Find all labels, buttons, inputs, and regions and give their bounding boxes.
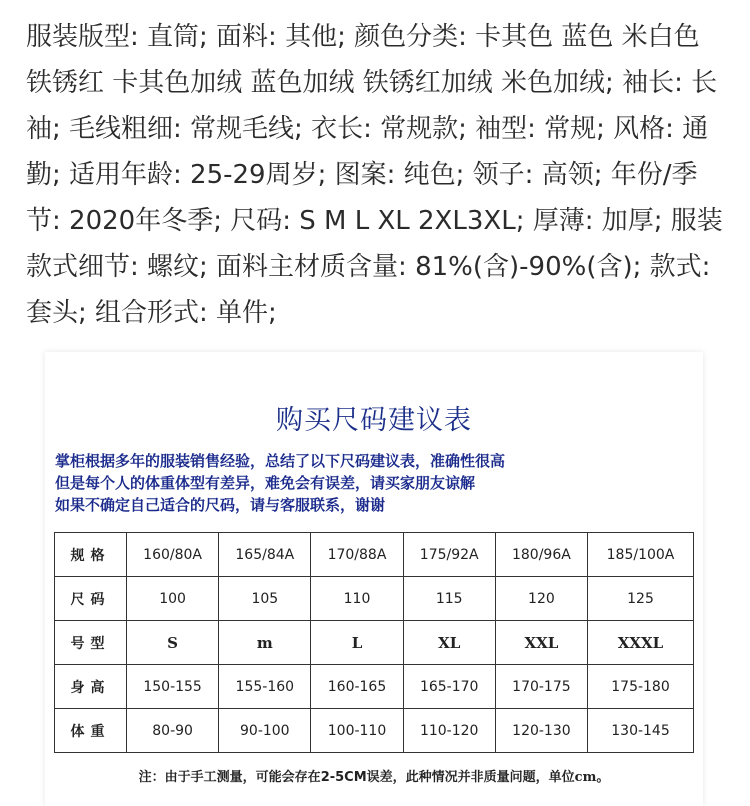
table-cell: 165-170 — [403, 665, 495, 709]
table-cell: 180/96A — [495, 533, 587, 577]
table-row — [55, 533, 694, 577]
measurement-note — [45, 766, 703, 785]
table-cell: 185/100A — [588, 533, 694, 577]
table-cell: XL — [403, 621, 495, 665]
table-cell: 90-100 — [219, 709, 311, 753]
size-chart-image — [45, 352, 703, 806]
table-cell: 130-145 — [588, 709, 694, 753]
table-row — [55, 665, 694, 709]
size-chart-intro — [55, 450, 695, 516]
table-cell: 110 — [311, 577, 403, 621]
table-cell: 170/88A — [311, 533, 403, 577]
table-cell: 100-110 — [311, 709, 403, 753]
table-cell: XXXL — [588, 621, 694, 665]
intro-line: 如果不确定自己适合的尺码，请与客服联系，谢谢 — [55, 496, 386, 514]
table-cell: XXL — [495, 621, 587, 665]
table-cell: 105 — [219, 577, 311, 621]
note-prefix: 注：由于手工测量，可能会存在 — [138, 770, 321, 785]
table-cell: 115 — [403, 577, 495, 621]
product-attributes-text: 服装版型: 直筒; 面料: 其他; 颜色分类: 卡其色 蓝色 米白色 铁锈红 卡其色加绒 蓝色加绒 铁锈红加绒 米色加绒; 袖长: 长袖; 毛线粗细: 常规毛线; 衣长: 常规款; 袖型: 常规; 风格: 通勤; 适用年龄: 25-29周岁; 图案: 纯色; 领子: 高领; 年份/季节: 2020年冬季; 尺码: S M L XL 2XL3XL; 厚薄: 加厚; 服装款式细节: 螺纹; 面料主材质含量: 81%(含)-90%(含); 款式: 套头; 组合形式: 单件; — [26, 22, 723, 328]
table-cell: S — [127, 621, 219, 665]
table-row — [55, 577, 694, 621]
table-cell: 100 — [127, 577, 219, 621]
table-cell: 110-120 — [403, 709, 495, 753]
size-table — [54, 532, 694, 753]
row-header-size: 尺码 — [55, 577, 127, 621]
intro-line: 但是每个人的体重体型有差异，难免会有误差，请买家朋友谅解 — [55, 474, 476, 492]
table-cell: 165/84A — [219, 533, 311, 577]
table-row — [55, 621, 694, 665]
table-cell: 175/92A — [403, 533, 495, 577]
table-cell: 120 — [495, 577, 587, 621]
note-range: 2-5CM — [320, 770, 367, 785]
table-cell: 120-130 — [495, 709, 587, 753]
note-suffix: 误差，此种情况并非质量问题，单位cm。 — [366, 770, 610, 785]
table-cell: 175-180 — [588, 665, 694, 709]
table-cell: L — [311, 621, 403, 665]
table-cell: 125 — [588, 577, 694, 621]
row-header-height: 身高 — [55, 665, 127, 709]
row-header-spec: 规格 — [55, 533, 127, 577]
table-cell: 160/80A — [127, 533, 219, 577]
table-row — [55, 709, 694, 753]
table-cell: m — [219, 621, 311, 665]
row-header-weight: 体重 — [55, 709, 127, 753]
table-cell: 170-175 — [495, 665, 587, 709]
table-cell: 155-160 — [219, 665, 311, 709]
row-header-type: 号型 — [55, 621, 127, 665]
table-cell: 80-90 — [127, 709, 219, 753]
size-chart-title: 购买尺码建议表 — [276, 405, 472, 436]
intro-line: 掌柜根据多年的服装销售经验，总结了以下尺码建议表，准确性很高 — [55, 452, 506, 470]
table-cell: 150-155 — [127, 665, 219, 709]
table-cell: 160-165 — [311, 665, 403, 709]
